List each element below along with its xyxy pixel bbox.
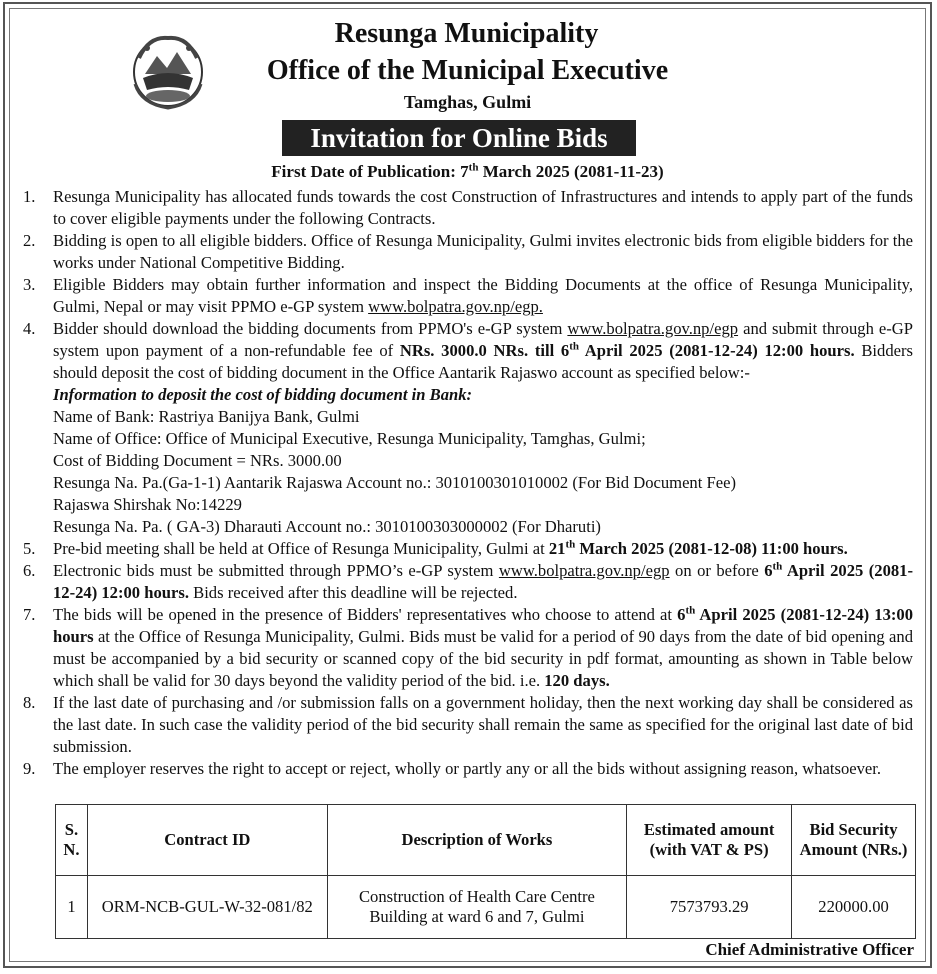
letterhead [5,18,930,113]
col-contract-id: Contract ID [87,805,327,876]
cell-estimated-amount: 7573793.29 [627,876,792,939]
list-item: 6. Electronic bids must be submitted through PPMO’s e-GP system www.bolpatra.gov.np/egp on or before 6th April 2025 (2081-12-24) 12:00 hours. Bids received after this deadline will be rejected. [23,560,913,602]
municipality-title: Resunga Municipality [334,18,599,49]
list-item: 4. Bidder should download the bidding documents from PPMO's e-GP system www.bolpatra.gov.np/egp and submit through e-GP system upon payment of a non-refundable fee of NRs. 3000.0 NRs. till 6th April 2025 (2081-12-24) 12:00 hours. Bidders should deposit the cost of bidding document in the Office Aantarik Rajaswo account as specified below:- Information to deposit the cost of bidding document in Bank: Name of Bank: Rastriya Banijya Bank, Gulmi Name of Office: Office of Municipal Executive, Resunga Municipality, Tamghas, Gulmi; Cost of Bidding Document = NRs. 3000.00 Resunga Na. Pa.(Ga-1-1) Aantarik Rajaswa Account no.: 3010100301010002 (For Bid Document Fee) Rajaswa Shirshak No:14229 Resunga Na. Pa. ( GA-3) Dharauti Account no.: 3010100303000002 (For Dharuti) [23,319,913,536]
col-sn: S. N. [56,805,88,876]
cell-contract-id: ORM-NCB-GUL-W-32-081/82 [87,876,327,939]
list-item: 3. Eligible Bidders may obtain further information and inspect the Bidding Documents at the office of Resunga Municipality, Gulmi, Nepal or may visit PPMO e-GP system www.bolpatra.gov.np/egp. [23,275,913,316]
bank-line: Name of Office: Office of Municipal Executive, Resunga Municipality, Tamghas, Gulmi; [53,429,646,448]
office-location: Tamghas, Gulmi [403,92,532,112]
list-item: 7. The bids will be opened in the presence of Bidders' representatives who choose to attend at 6th April 2025 (2081-12-24) 13:00 hours at the Office of Resunga Municipality, Gulmi. Bids must be valid for a period of 90 days from the date of bid opening and must be accompanied by a bid security or scanned copy of the bid security in pdf format, amounting as shown in Table below which shall be valid for 30 days beyond the validity period of the bid. i.e. 120 days. [23,604,913,690]
list-item: 1. Resunga Municipality has allocated funds towards the cost Construction of Infrastructures and intends to apply part of the funds to cover eligible payments under the following Contracts. [23,187,913,228]
office-title: Office of the Municipal Executive [266,55,669,86]
col-estimated-amount: Estimated amount (with VAT & PS) [627,805,792,876]
cell-bid-security: 220000.00 [792,876,916,939]
publication-date: First Date of Publication: 7th March 2025 (2081-11-23) [271,161,664,181]
list-item: 8. If the last date of purchasing and /or submission falls on a government holiday, then the next working day shall be considered as the last date. In such case the validity period of the bid security shall remain the same as specified for the original last date of bid submission. [23,693,913,756]
list-item: 5. Pre-bid meeting shall be held at Office of Resunga Municipality, Gulmi at 21th March 2025 (2081-12-08) 11:00 hours. [23,538,848,558]
list-item: 9. The employer reserves the right to accept or reject, wholly or partly any or all the bids without assigning reason, whatsoever. [23,759,882,778]
bank-line: Rajaswa Shirshak No:14229 [53,495,242,514]
notice-body [23,186,913,780]
egp-link[interactable]: www.bolpatra.gov.np/egp [567,319,739,338]
table-header-row [56,805,916,876]
col-description: Description of Works [327,805,627,876]
bank-line: Resunga Na. Pa. ( GA-3) Dharauti Account no.: 3010100303000002 (For Dharuti) [53,517,601,536]
list-item: 2. Bidding is open to all eligible bidders. Office of Resunga Municipality, Gulmi invites electronic bids from eligible bidders for the works under National Competitive Bidding. [23,231,913,272]
col-bid-security: Bid Security Amount (NRs.) [792,805,916,876]
bank-info [53,384,913,538]
bank-info-heading: Information to deposit the cost of bidding document in Bank: [53,385,473,404]
signature: Chief Administrative Officer [705,940,914,959]
bank-line: Name of Bank: Rastriya Banijya Bank, Gulmi [53,407,360,426]
contracts-table [55,804,916,939]
egp-link[interactable]: www.bolpatra.gov.np/egp. [368,297,543,316]
egp-link[interactable]: www.bolpatra.gov.np/egp [498,561,670,580]
notice-banner: Invitation for Online Bids [282,120,636,156]
table-row [56,876,916,939]
bank-line: Cost of Bidding Document = NRs. 3000.00 [53,451,342,470]
cell-description: Construction of Health Care Centre Building at ward 6 and 7, Gulmi [327,876,627,939]
cell-sn: 1 [56,876,88,939]
bank-line: Resunga Na. Pa.(Ga-1-1) Aantarik Rajaswa Account no.: 3010100301010002 (For Bid Document Fee) [53,473,736,492]
notice-page [3,2,932,968]
